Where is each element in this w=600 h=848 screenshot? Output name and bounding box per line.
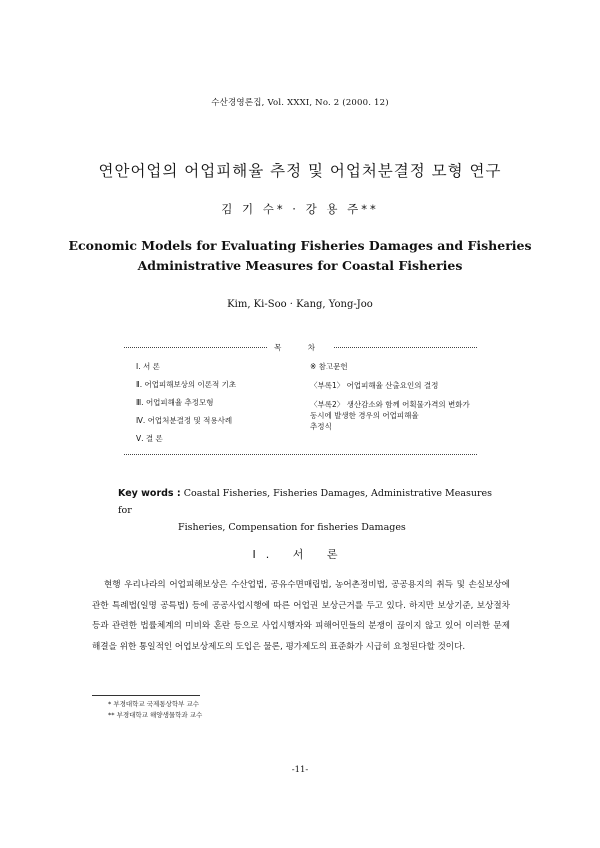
toc-item: 〈부록1〉 어업피해율 산출요인의 결정 <box>310 381 439 390</box>
keywords-line-2: Fisheries, Compensation for fisheries Damages <box>178 522 406 533</box>
footnotes <box>108 699 408 721</box>
keywords-text: Coastal Fisheries, Fisheries Damages, Administrative Measures for <box>118 488 493 516</box>
title-english-line-2: Administrative Measures for Coastal Fisheries <box>137 258 463 273</box>
journal-header: 수산경영론집, Vol. XXXI, No. 2 (2000. 12) <box>211 98 389 108</box>
toc-item: Ⅰ. 서 론 <box>136 362 160 371</box>
title-korean: 연안어업의 어업피해율 추정 및 어업처분결정 모형 연구 <box>98 162 502 180</box>
toc-item: 〈부록2〉 생산감소와 함께 어획물가격의 변화가 동시에 발생한 경우의 어업피해율 추정식 <box>310 400 470 431</box>
toc-right-column <box>310 361 475 440</box>
toc-heading: 목 차 <box>124 342 477 353</box>
authors-english: Kim, Ki-Soo · Kang, Yong-Joo <box>227 299 373 310</box>
toc-item: Ⅴ. 결 론 <box>136 434 163 443</box>
footnote: * 부경대학교 국제통상학부 교수 <box>108 700 200 708</box>
body-paragraph: 현행 우리나라의 어업피해보상은 수산업법, 공유수면매립법, 농어촌정비법, 공공용지의 취득 및 손실보상에 관한 특례법(일명 공특법) 등에 공공사업시행에 따른 어업권 보상근거를 두고 있다. 하지만 보상기준, 보상절차 등과 관련한 법률체계의 미비와 혼란 등으로 사업시행자와 피해어민들의 분쟁이 끊이지 않고 있어 이러한 문제 해결을 위한 통일적인 어업보상제도의 도입은 물론, 평가제도의 표준화가 시급히 요청된다할 것이다. <box>92 580 510 652</box>
toc-item: Ⅳ. 어업처분결정 및 적용사례 <box>136 416 233 425</box>
keywords-label: Key words : <box>118 488 181 499</box>
keywords-line-1 <box>118 485 498 519</box>
toc-item: Ⅲ. 어업피해율 추정모형 <box>136 398 214 407</box>
section-heading: Ⅰ. 서 론 <box>252 548 348 561</box>
table-of-contents <box>124 343 477 455</box>
title-english <box>0 236 600 276</box>
footnote-divider <box>92 695 200 696</box>
page-number: -11- <box>291 765 309 775</box>
footnote: ** 부경대학교 해양생물학과 교수 <box>108 711 203 719</box>
toc-item: ※ 참고문헌 <box>310 362 348 371</box>
authors-korean: 김 기 수* · 강 용 주** <box>221 202 379 216</box>
keywords-block <box>118 485 498 536</box>
toc-item: Ⅱ. 어업피해보상의 이론적 기초 <box>136 380 237 389</box>
title-english-line-1: Economic Models for Evaluating Fisheries Damages and Fisheries <box>68 238 532 253</box>
toc-left-column <box>136 361 301 451</box>
